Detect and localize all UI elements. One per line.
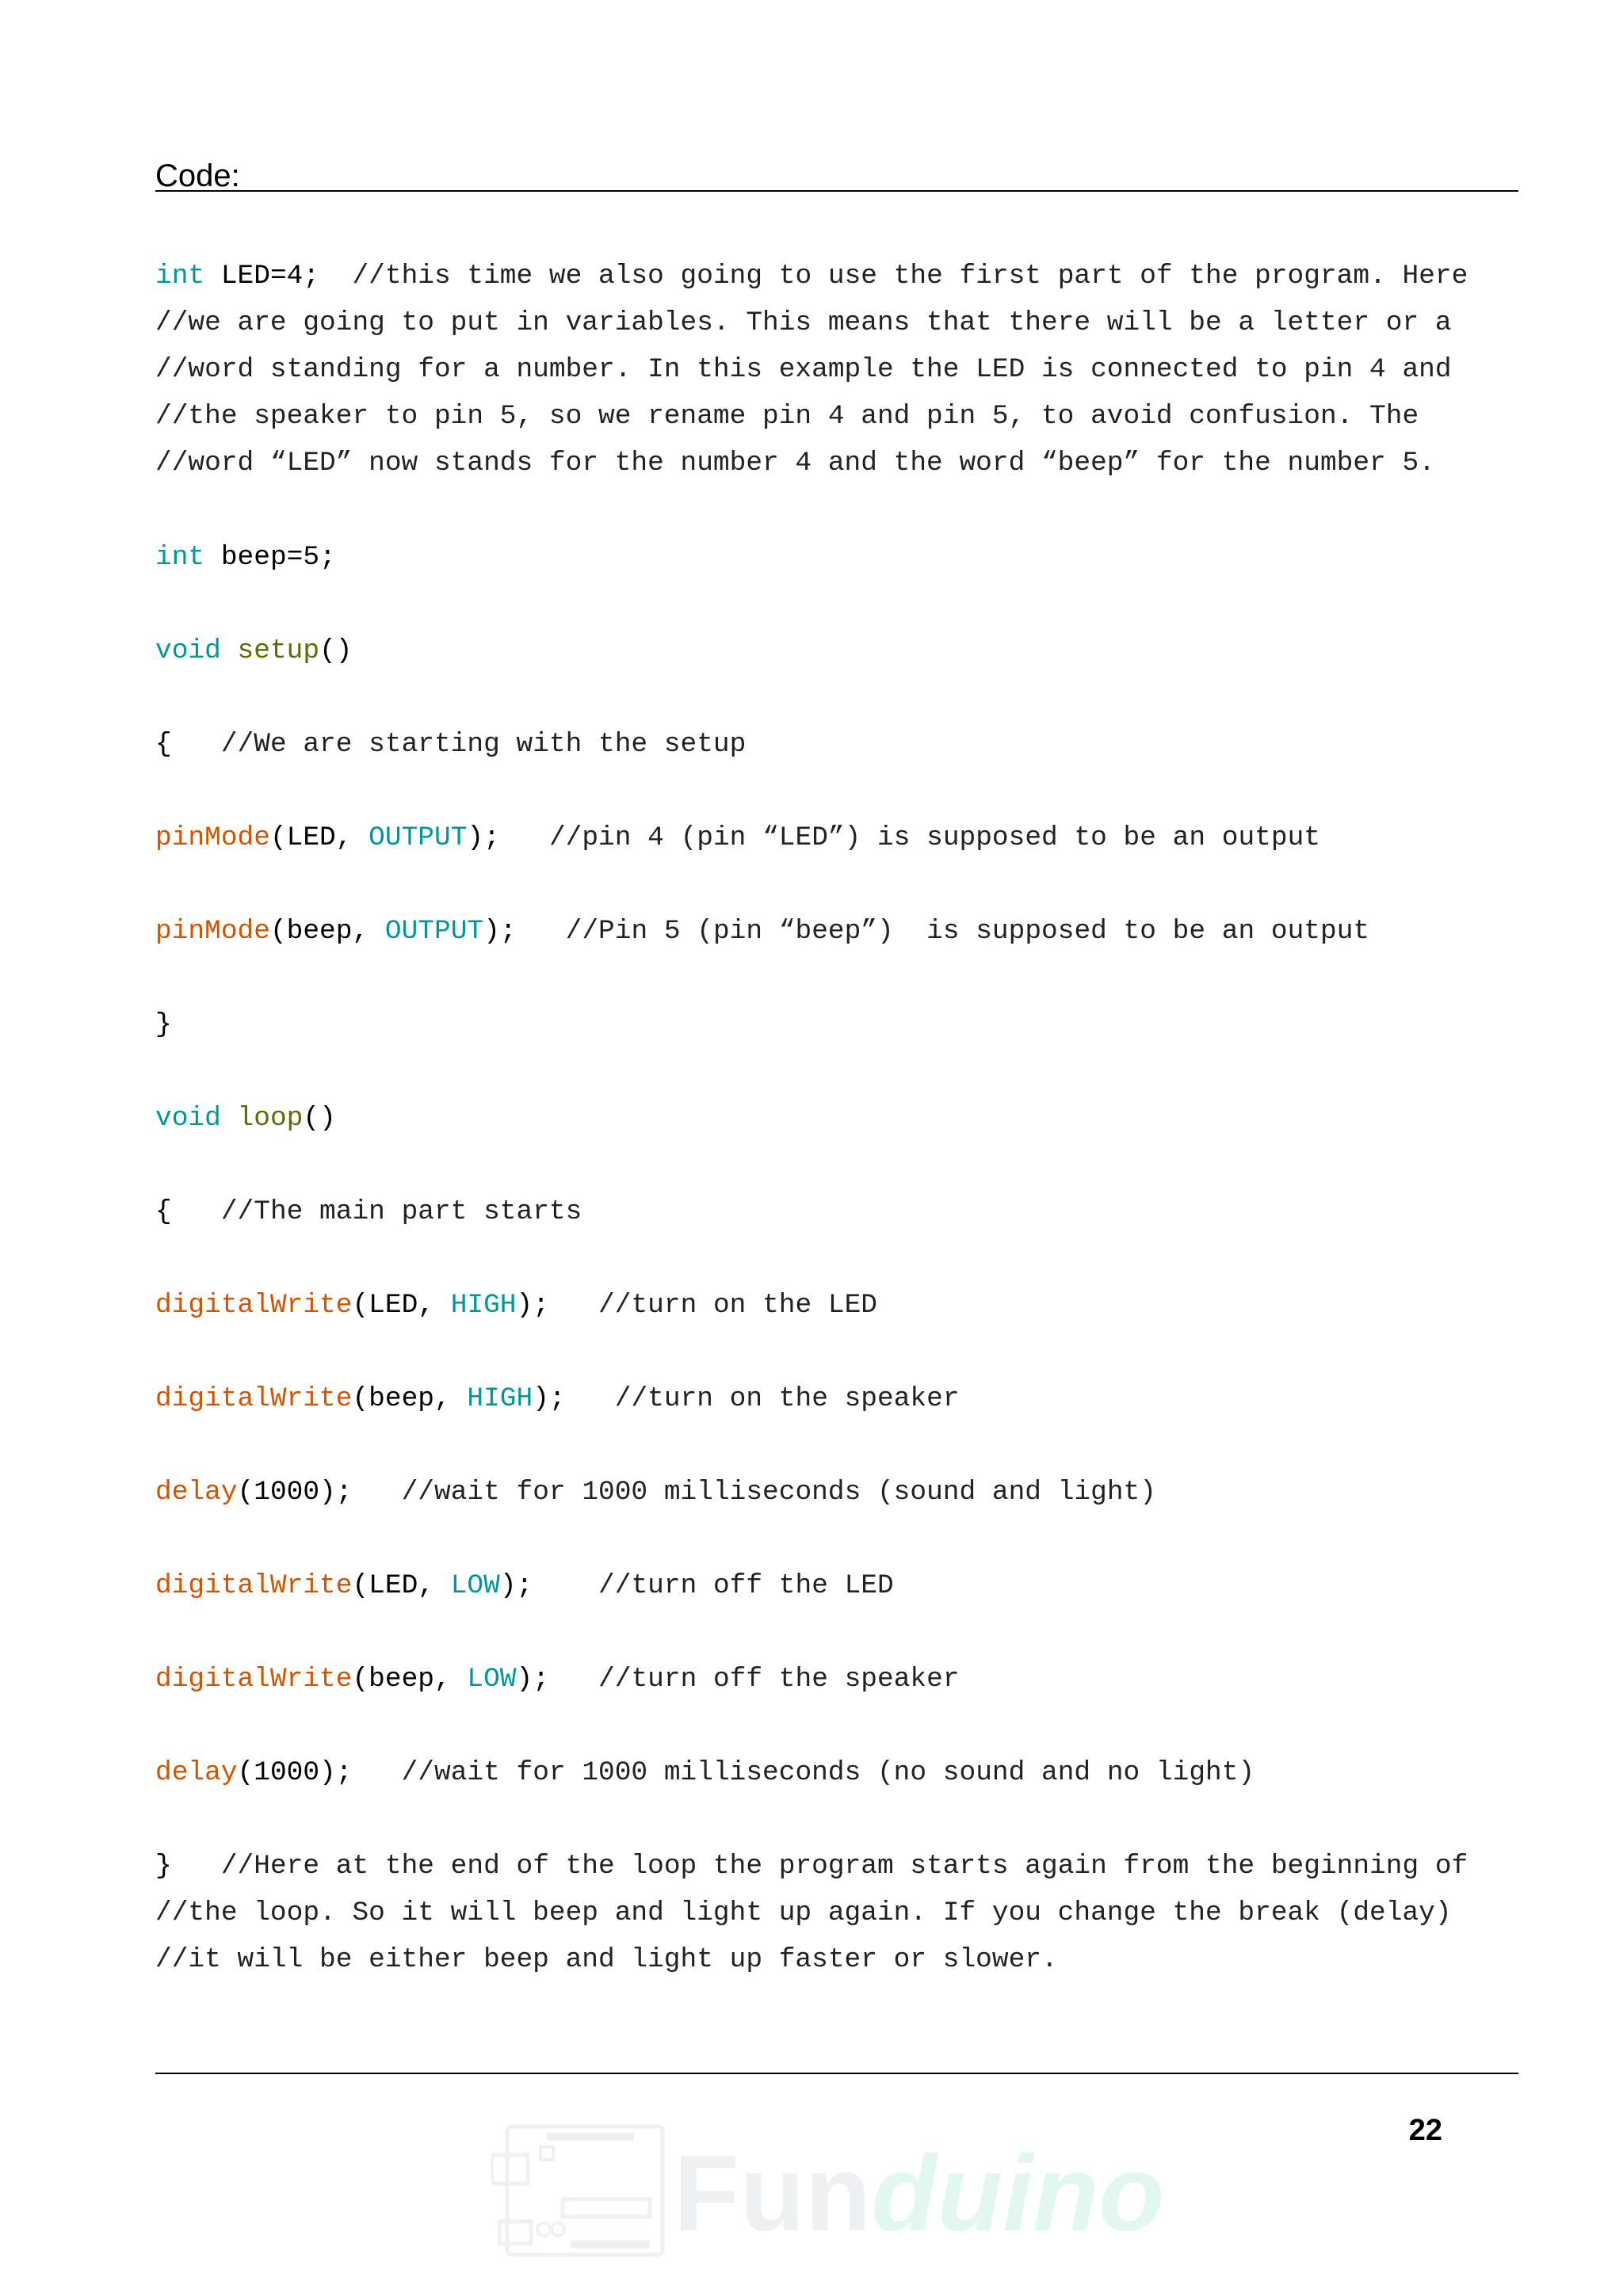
watermark-fun: Fun [674, 2133, 872, 2253]
code-line [155, 918, 1369, 946]
code-line [155, 1757, 1255, 1788]
code-token: //The main part starts [220, 1196, 582, 1227]
code-token: HIGH [450, 1290, 517, 1321]
code-line [155, 544, 336, 572]
code-token: ); [516, 1290, 599, 1321]
code-token: setup [237, 635, 320, 666]
code-token: LOW [450, 1570, 500, 1601]
code-token: delay [155, 1757, 238, 1788]
code-token: //Here at the end of the loop the program starts again from the beginning of [220, 1851, 1468, 1882]
code-line [155, 1383, 960, 1414]
code-token: digitalWrite [155, 1383, 353, 1414]
code-token [221, 1103, 238, 1134]
code-token: digitalWrite [155, 1664, 353, 1695]
code-token: pinMode [155, 916, 270, 947]
code-token: //this time we also going to use the first part of the program. Here [352, 261, 1468, 292]
code-token: (1000); [237, 1477, 402, 1508]
watermark-duino: duino [871, 2133, 1165, 2253]
code-line [155, 307, 1452, 338]
code-line [155, 822, 1320, 853]
code-token: (beep, [352, 1664, 468, 1695]
code-line [155, 263, 1468, 291]
code-token: ); [467, 822, 549, 853]
code-token: HIGH [467, 1383, 533, 1414]
code-token: () [319, 635, 353, 666]
code-token: //wait for 1000 milliseconds (no sound and no light) [401, 1757, 1255, 1788]
code-token: ); [516, 1664, 599, 1695]
code-line [155, 1292, 877, 1320]
code-token: (LED, [269, 822, 369, 853]
code-line [155, 1897, 1452, 1928]
code-token: () [303, 1103, 336, 1134]
code-token [221, 635, 238, 666]
code-token: //turn off the LED [598, 1570, 894, 1601]
code-token: (beep, [352, 1383, 468, 1414]
code-line [155, 1105, 336, 1133]
code-token: } [155, 1009, 172, 1040]
code-token: //turn on the speaker [614, 1383, 960, 1414]
code-token: (beep, [269, 916, 385, 947]
code-token: //pin 4 (pin “LED”) is supposed to be an output [548, 822, 1320, 853]
code-token: (LED, [352, 1290, 451, 1321]
code-token: int [155, 261, 205, 292]
code-token: ); [483, 916, 566, 947]
code-token: //We are starting with the setup [220, 729, 747, 760]
code-token: //the loop. So it will beep and light up again. If you change the break (delay) [155, 1897, 1452, 1928]
code-token: //wait for 1000 milliseconds (sound and light) [401, 1477, 1156, 1508]
code-line [155, 1196, 582, 1227]
code-token: LED=4; [204, 261, 353, 292]
heading-text: Code: [155, 158, 240, 193]
code-token: (1000); [237, 1757, 402, 1788]
code-line [155, 403, 1419, 431]
code-token: { [155, 729, 221, 760]
code-token: } [155, 1851, 221, 1882]
code-token: digitalWrite [155, 1290, 353, 1321]
code-token: void [155, 1103, 221, 1134]
code-line [155, 1944, 1058, 1975]
code-token: OUTPUT [369, 822, 468, 853]
code-token: OUTPUT [384, 916, 484, 947]
code-token: int [155, 542, 205, 573]
code-token: void [155, 635, 221, 666]
code-token: //word “LED” now stands for the number 4 and the word “beep” for the number 5. [155, 448, 1435, 479]
code-line [155, 1479, 1156, 1507]
code-line [155, 731, 746, 759]
code-token: pinMode [155, 822, 270, 853]
section-heading [155, 151, 1518, 192]
code-token: LOW [467, 1664, 517, 1695]
code-token: ); [533, 1383, 615, 1414]
code-token: digitalWrite [155, 1570, 353, 1601]
code-line [155, 1666, 960, 1694]
arduino-board-icon [491, 2123, 666, 2258]
funduino-watermark [491, 2123, 1165, 2266]
code-token: //turn on the LED [598, 1290, 878, 1321]
page-number: 22 [1408, 2114, 1442, 2147]
footer-divider [155, 2073, 1518, 2074]
code-token: ); [499, 1570, 599, 1601]
code-line [155, 1570, 894, 1601]
code-token: //word standing for a number. In this example the LED is connected to pin 4 and [155, 354, 1452, 385]
code-token: beep=5; [204, 542, 336, 573]
code-token: delay [155, 1477, 238, 1508]
code-line [155, 635, 353, 666]
code-line [155, 354, 1452, 385]
code-token: //Pin 5 (pin “beep”) is supposed to be an output [565, 916, 1370, 947]
code-line [155, 450, 1435, 478]
code-token: loop [237, 1103, 304, 1134]
code-token: (LED, [352, 1570, 451, 1601]
code-token: //it will be either beep and light up faster or slower. [155, 1944, 1058, 1975]
code-token: //turn off the speaker [598, 1664, 960, 1695]
code-line [155, 1853, 1468, 1881]
code-line [155, 1009, 172, 1040]
code-token: //the speaker to pin 5, so we rename pin 4 and pin 5, to avoid confusion. The [155, 401, 1419, 432]
watermark-logo-text [674, 2133, 1165, 2253]
code-token: { [155, 1196, 221, 1227]
code-token: //we are going to put in variables. This means that there will be a letter or a [155, 307, 1452, 338]
